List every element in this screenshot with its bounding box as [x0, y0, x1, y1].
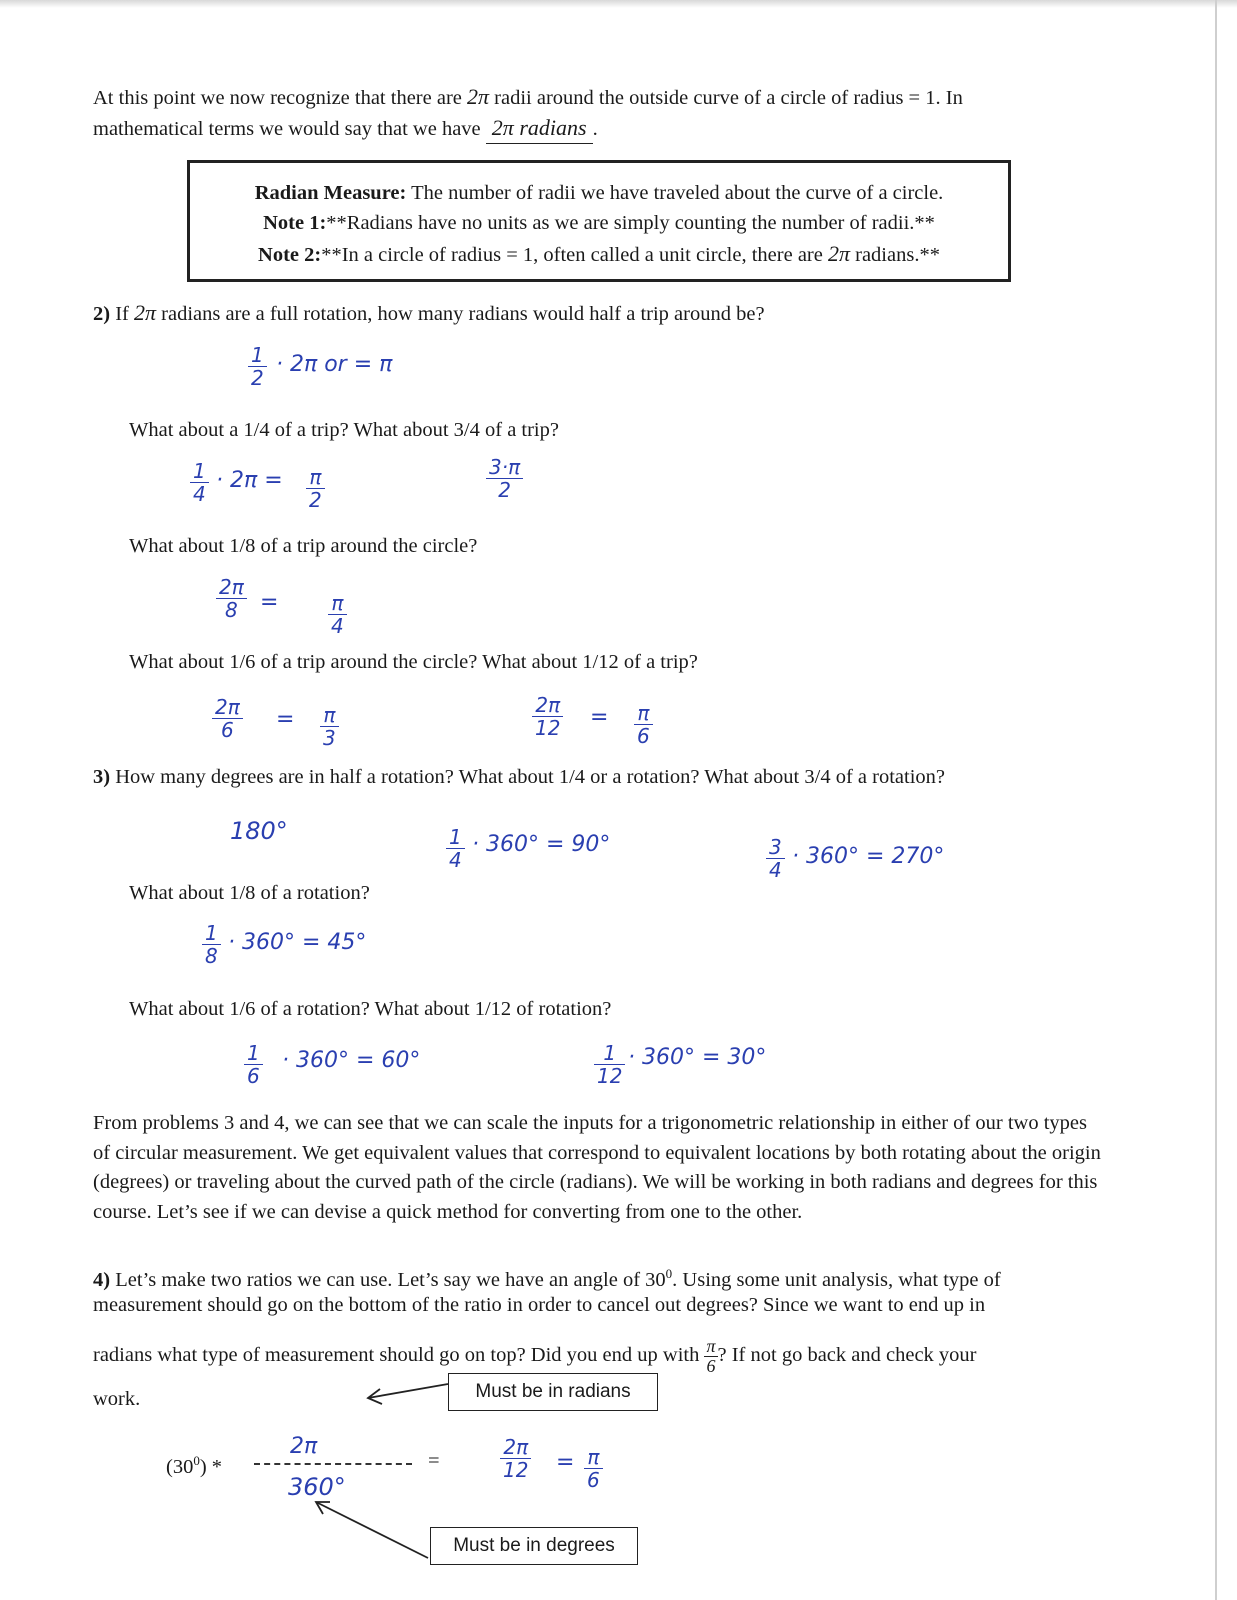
hw-sixth-eq: = [276, 707, 295, 732]
question-3-sub-2: What about 1/6 of a rotation? What about 1/12 of rotation? [129, 998, 612, 1020]
question-2-text-a: If [115, 303, 129, 325]
question-4-text-d: ? If not go back and check your [717, 1344, 977, 1366]
hw-deg-sixth-num: 1 [244, 1042, 263, 1065]
intro-text-b: radii around the outside curve of a circle of radius = 1. In [494, 87, 963, 109]
hw-quarter-num: 1 [190, 460, 209, 483]
hw-ratio-denominator: 360° [288, 1473, 346, 1501]
question-2-sub-1: What about a 1/4 of a trip? What about 3/4 of a trip? [129, 419, 559, 441]
hw-result-2-num: π [584, 1446, 603, 1469]
hw-twelfth-num: 2π [532, 694, 563, 717]
hw-half-rest: · 2π or = π [276, 352, 393, 377]
note-2-end: radians.** [855, 244, 940, 266]
hw-eighth-den: 8 [225, 598, 238, 622]
hw-eighth-eq: = [260, 590, 279, 615]
hw-sixth-num: 2π [212, 696, 243, 719]
intro-period: . [592, 118, 598, 140]
equation-equals: = [428, 1450, 440, 1472]
question-4-text-a: Let’s make two ratios we can use. Let’s say we have an angle of 30 [115, 1268, 666, 1291]
hw-quarter-ans-den: 2 [309, 488, 322, 512]
hw-twelfth-eq: = [590, 705, 609, 730]
conversion-paragraph: From problems 3 and 4, we can see that we can scale the inputs for a trigonometric relationship in either of our two types of circular measurement. We get equivalent values that correspond to equivalent locations by both rotating about the origin (degrees) or traveling about the curved path of the circle (radians). We will be working in both radians and degrees for this course. Let’s see if we can devise a quick method for converting from one to the other. [93, 1112, 1101, 1223]
question-2-two-pi: 2π [133, 300, 157, 325]
hw-deg-sixth-rest: · 360° = 60° [282, 1048, 421, 1073]
intro-two-pi: 2π [467, 84, 490, 109]
note-1-text: **Radians have no units as we are simply counting the number of radii.** [326, 212, 935, 234]
hw-deg-twelfth-den: 12 [597, 1064, 623, 1088]
hw-three-quarter-den: 2 [498, 478, 511, 502]
hw-deg-quarter-rest: · 360° = 90° [472, 832, 611, 857]
arrow-to-denominator [316, 1502, 428, 1558]
question-2-text-b: radians are a full rotation, how many radians would half a trip around be? [161, 303, 765, 325]
hw-deg-twelfth-num: 1 [594, 1042, 625, 1065]
question-2-sub-2: What about 1/8 of a trip around the circle? [129, 535, 478, 557]
hw-twelfth-ans-num: π [634, 702, 653, 725]
note-2-heading: Note 2: [258, 244, 322, 266]
radian-measure-text: The number of radii we have traveled about the curve of a circle. [411, 182, 944, 204]
hw-eighth-num: 2π [216, 576, 247, 599]
hw-ratio-numerator: 2π [290, 1434, 318, 1459]
question-4-text-c: radians what type of measurement should go on top? Did you end up with [93, 1344, 700, 1366]
hw-result-1-num: 2π [500, 1436, 531, 1459]
hw-half-num: 1 [248, 344, 267, 367]
question-4-number: 4) [93, 1268, 111, 1291]
radian-measure-heading: Radian Measure: [254, 182, 407, 204]
hw-three-quarter-num: 3·π [486, 456, 523, 479]
arrow-to-numerator [368, 1384, 448, 1404]
hw-deg-three-quarter-rest: · 360° = 270° [792, 844, 945, 869]
hw-result-fraction-2 [584, 1446, 603, 1491]
equation-lhs-a: (30 [166, 1455, 194, 1478]
hw-deg-half: 180° [230, 817, 288, 845]
hw-deg-three-quarter-den: 4 [769, 858, 782, 882]
question-4-degree-sup: 0 [665, 1266, 673, 1281]
hw-twelfth-den: 12 [535, 716, 561, 740]
hw-quarter-ans-num: π [306, 466, 325, 489]
hw-result-2-den: 6 [587, 1468, 600, 1492]
hw-deg-eighth-den: 8 [205, 944, 218, 968]
hw-result-fraction-1 [500, 1436, 531, 1481]
hw-sixth-ans-num: π [320, 704, 339, 727]
hw-quarter-mid: · 2π = [216, 468, 283, 493]
question-4-line-4: work. [93, 1388, 141, 1410]
question-3-text: How many degrees are in half a rotation? What about 1/4 or a rotation? What about 3/4 of a rotation? [115, 766, 945, 788]
note-2-text: **In a circle of radius = 1, often called a unit circle, there are [321, 244, 823, 266]
pi-over-six-num: π [706, 1335, 716, 1356]
hw-deg-quarter-num: 1 [446, 826, 465, 849]
hw-eighth-ans-den: 4 [331, 614, 344, 638]
hw-eighth-ans-num: π [328, 592, 347, 615]
intro-answer: 2π radians [486, 115, 593, 144]
hw-deg-quarter-den: 4 [449, 848, 462, 872]
note-2-two-pi: 2π [827, 241, 850, 266]
note-1-heading: Note 1: [263, 212, 327, 234]
hw-sixth-den: 6 [221, 718, 234, 742]
question-3-number: 3) [93, 766, 111, 788]
hw-half-den: 2 [251, 366, 264, 390]
hw-quarter-den: 4 [193, 482, 206, 506]
question-2-number: 2) [93, 303, 111, 325]
equation-lhs-sup: 0 [193, 1453, 200, 1468]
intro-text-c: mathematical terms we would say that we have [93, 118, 481, 140]
hw-deg-three-quarter-num: 3 [766, 836, 785, 859]
equation-lhs-b: ) * [199, 1455, 223, 1478]
question-4-line-2: measurement should go on the bottom of the ratio in order to cancel out degrees? Since we want to end up in [93, 1294, 986, 1316]
label-must-be-degrees: Must be in degrees [430, 1527, 638, 1565]
hw-deg-sixth-den: 6 [247, 1064, 260, 1088]
hw-twelfth-ans-den: 6 [637, 724, 650, 748]
question-2-sub-3: What about 1/6 of a trip around the circle? What about 1/12 of a trip? [129, 651, 698, 673]
intro-text-a: At this point we now recognize that there are [93, 87, 462, 109]
hw-result-1-den: 12 [503, 1458, 529, 1482]
question-3-sub-1: What about 1/8 of a rotation? [129, 882, 370, 904]
hw-deg-twelfth-rest: · 360° = 30° [628, 1045, 767, 1070]
equation-lhs [166, 1446, 222, 1482]
ratio-dashed-bar [254, 1463, 412, 1465]
hw-deg-eighth-rest: · 360° = 45° [228, 930, 367, 955]
question-4-text-b: . Using some unit analysis, what type of [672, 1268, 1001, 1291]
hw-deg-eighth-num: 1 [202, 922, 221, 945]
pi-over-six-den: 6 [706, 1355, 716, 1376]
label-must-be-radians: Must be in radians [448, 1373, 658, 1411]
hw-sixth-ans-den: 3 [323, 726, 336, 750]
hw-result-eq: = [556, 1450, 575, 1475]
